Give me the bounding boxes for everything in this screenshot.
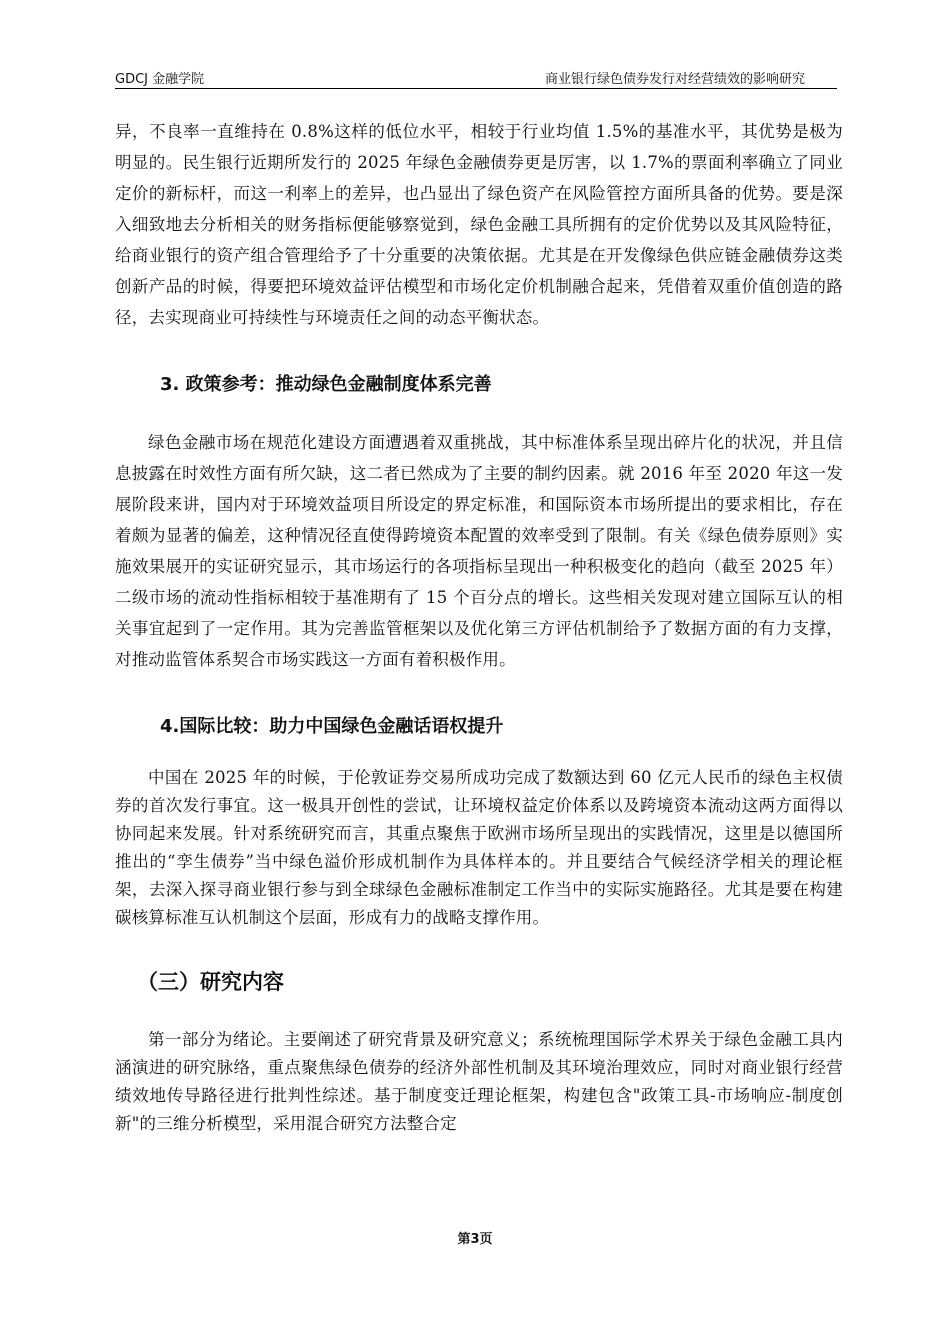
page-header: [115, 66, 837, 89]
page-body: [115, 116, 843, 1138]
page-number: 第3页: [457, 1232, 493, 1247]
section-heading-research-content: （三）研究内容: [137, 970, 284, 994]
paragraph-risk-advantage: 异，不良率一直维持在 0.8%这样的低位水平，相较于行业均值 1.5%的基准水平，其优势是极为明显的。民生银行近期所发行的 2025 年绿色金融债券更是厉害，以 1.7%的票面利率确立了同业定价的新标杆，而这一利率上的差异，也凸显出了绿色资产在风险管控方面所具备的优势。要是深入细致地去分析相关的财务指标便能够察觉到，绿色金融工具所拥有的定价优势以及其风险特征，给商业银行的资产组合管理给予了十分重要的决策依据。尤其是在开发像绿色供应链金融债券这类创新产品的时候，得要把环境效益评估模型和市场化定价机制融合起来，凭借着双重价值创造的路径，去实现商业可持续性与环境责任之间的动态平衡状态。: [115, 122, 843, 327]
section-heading-policy: 3. 政策参考：推动绿色金融制度体系完善: [160, 374, 492, 395]
section-heading-international: 4.国际比较：助力中国绿色金融话语权提升: [160, 716, 504, 737]
paragraph-research-content: 第一部分为绪论。主要阐述了研究背景及研究意义；系统梳理国际学术界关于绿色金融工具内涵演进的研究脉络，重点聚焦绿色债券的经济外部性机制及其环境治理效应，同时对商业银行经营绩效地传导路径进行批判性综述。基于制度变迁理论框架，构建包含"政策工具-市场响应-制度创新"的三维分析模型，采用混合研究方法整合定: [115, 1030, 843, 1133]
header-institution: GDCJ 金融学院: [115, 72, 205, 87]
paragraph-policy: 绿色金融市场在规范化建设方面遭遇着双重挑战，其中标准体系呈现出碎片化的状况，并且信息披露在时效性方面有所欠缺，这二者已然成为了主要的制约因素。就 2016 年至 2020 年这一发展阶段来讲，国内对于环境效益项目所设定的界定标准，和国际资本市场所提出的要求相比，存在着颇为显著的偏差，这种情况径直使得跨境资本配置的效率受到了限制。有关《绿色债券原则》实施效果展开的实证研究显示，其市场运行的各项指标呈现出一种积极变化的趋向（截至 2025 年）二级市场的流动性指标相较于基准期有了 15 个百分点的增长。这些相关发现对建立国际互认的相关事宜起到了一定作用。其为完善监管框架以及优化第三方评估机制给予了数据方面的有力支撑，对推动监管体系契合市场实践这一方面有着积极作用。: [115, 433, 843, 669]
paragraph-international: 中国在 2025 年的时候，于伦敦证券交易所成功完成了数额达到 60 亿元人民币的绿色主权债券的首次发行事宜。这一极具开创性的尝试，让环境权益定价体系以及跨境资本流动这两方面得以协同起来发展。针对系统研究而言，其重点聚焦于欧洲市场所呈现出的实践情况，这里是以德国所推出的“孪生债券”当中绿色溢价形成机制作为具体样本的。并且要结合气候经济学相关的理论框架，去深入探寻商业银行参与到全球绿色金融标准制定工作当中的实际实施路径。尤其是要在构建碳核算标准互认机制这个层面，形成有力的战略支撑作用。: [115, 768, 843, 927]
header-paper-title: 商业银行绿色债券发行对经营绩效的影响研究: [544, 72, 805, 87]
